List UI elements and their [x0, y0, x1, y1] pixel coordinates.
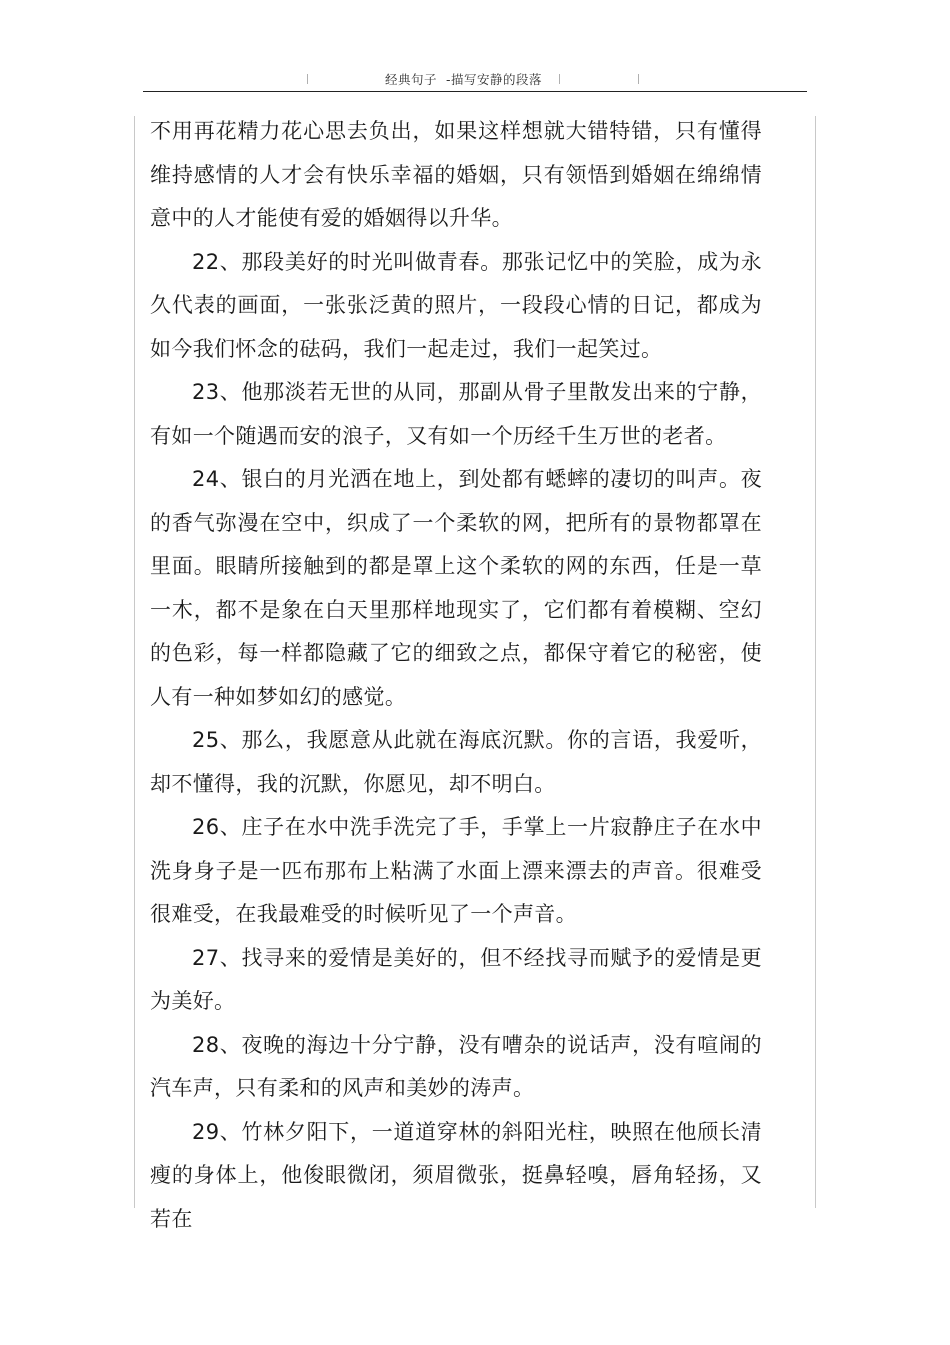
header-divider: [143, 91, 807, 92]
paragraph: 25、那么，我愿意从此就在海底沉默。你的言语，我爱听，却不懂得，我的沉默，你愿见，却不明白。: [150, 728, 762, 796]
header-tick-mark: [307, 74, 308, 84]
right-margin-line: [815, 116, 816, 1208]
paragraph: 29、竹林夕阳下，一道道穿林的斜阳光柱，映照在他颀长清瘦的身体上，他俊眼微闭，须眉微张，挺鼻轻嗅，唇角轻扬，又若在: [150, 1119, 762, 1231]
paragraph: 23、他那淡若无世的从同，那副从骨子里散发出来的宁静，有如一个随遇而安的浪子，又有如一个历经千生万世的老者。: [150, 380, 762, 448]
paragraph: 27、找寻来的爱情是美好的，但不经找寻而赋予的爱情是更为美好。: [150, 945, 762, 1013]
header-tick-mark: [638, 74, 639, 84]
left-margin-line: [134, 116, 135, 1208]
paragraph: 28、夜晚的海边十分宁静，没有嘈杂的说话声，没有喧闹的汽车声，只有柔和的风声和美妙的涛声。: [150, 1032, 762, 1100]
paragraph: 22、那段美好的时光叫做青春。那张记忆中的笑脸，成为永久代表的画面，一张张泛黄的照片，一段段心情的日记，都成为如今我们怀念的砝码，我们一起走过，我们一起笑过。: [150, 249, 762, 361]
header-tick-mark: [559, 74, 560, 84]
paragraph: 不用再花精力花心思去负出，如果这样想就大错特错，只有懂得维持感情的人才会有快乐幸福的婚姻，只有领悟到婚姻在绵绵情意中的人才能使有爱的婚姻得以升华。: [150, 119, 762, 230]
paragraph: 24、银白的月光洒在地上，到处都有蟋蟀的凄切的叫声。夜的香气弥漫在空中，织成了一个柔软的网，把所有的景物都罩在里面。眼睛所接触到的都是罩上这个柔软的网的东西，任是一草一木，都不是象在白天里那样地现实了，它们都有着模糊、空幻的色彩，每一样都隐藏了它的细致之点，都保守着它的秘密，使人有一种如梦如幻的感觉。: [150, 467, 762, 709]
document-body: [150, 110, 762, 1241]
paragraph: 26、庄子在水中洗手洗完了手，手掌上一片寂静庄子在水中洗身身子是一匹布那布上粘满了水面上漂来漂去的声音。很难受很难受，在我最难受的时候听见了一个声音。: [150, 815, 762, 926]
header-title: 经典句子 -描写安静的段落: [385, 72, 542, 87]
page-header: [143, 68, 807, 90]
